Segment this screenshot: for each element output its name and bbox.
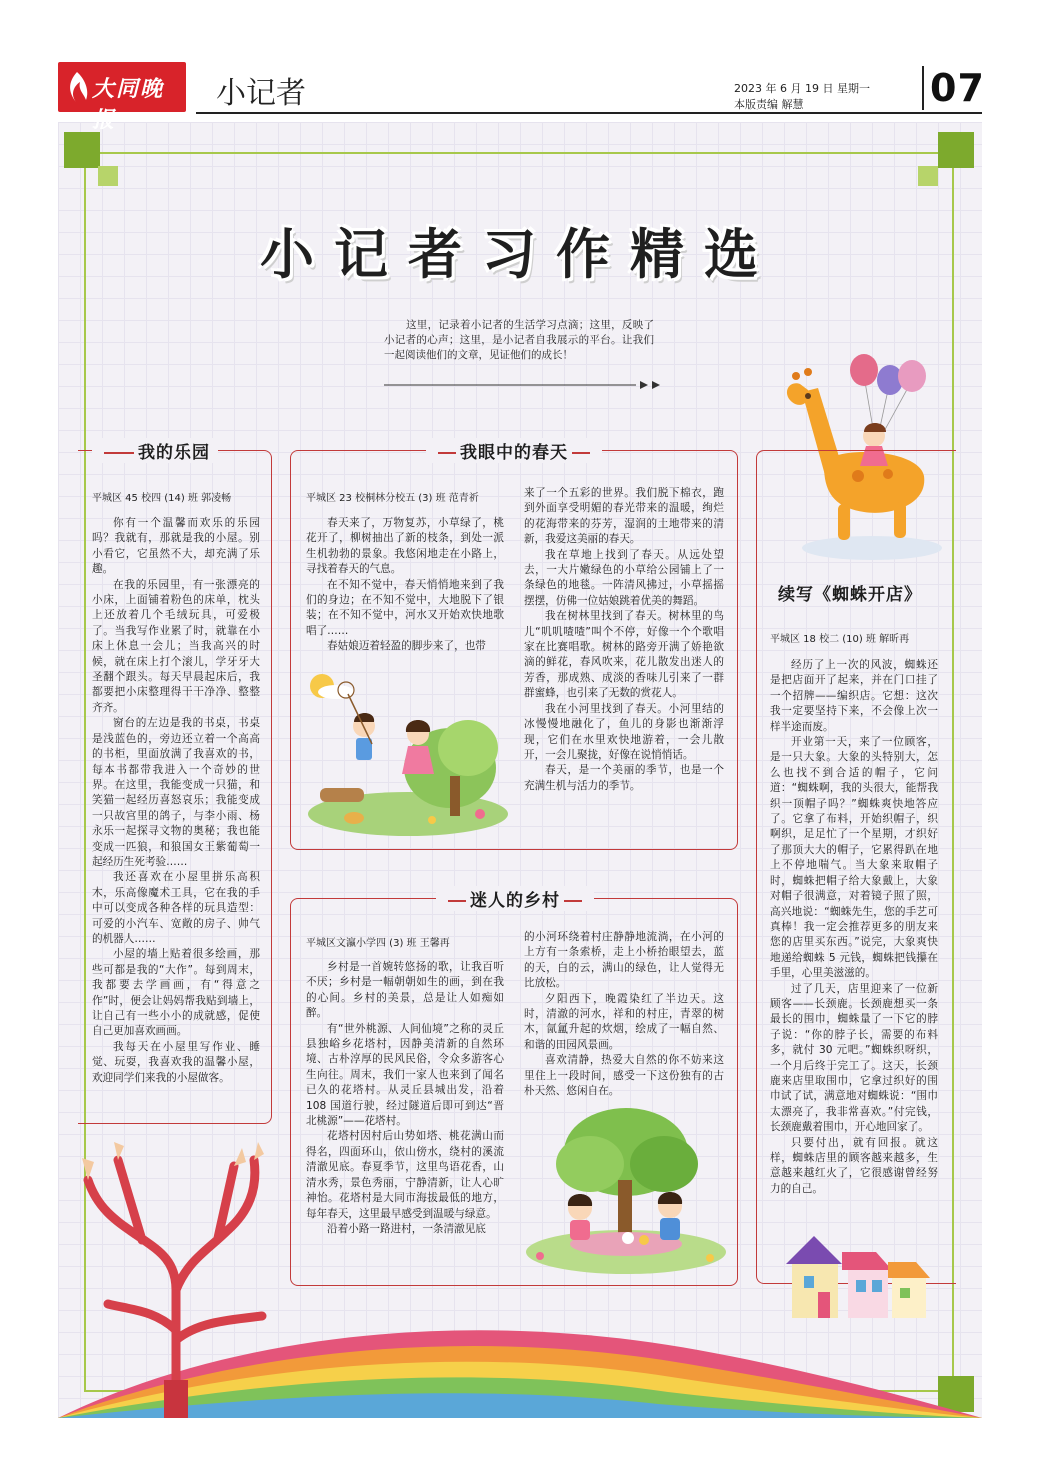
houses-illustration <box>780 1222 940 1318</box>
article-title-village <box>436 886 594 911</box>
frame-corner-tr-small <box>918 166 938 186</box>
article-byline-paradise: 平城区 45 校四 (14) 班 郭凌畅 <box>92 493 232 504</box>
spring-kids-illustration <box>300 664 510 838</box>
article-title-paradise <box>92 438 218 463</box>
article-byline-village: 平城区文瀛小学四 (3) 班 王馨再 <box>306 938 450 949</box>
frame-corner-tl-small <box>98 166 118 186</box>
paragraph: 我还喜欢在小屋里拼乐高积木，乐高像魔术工具，它在我的手中可以变成各种各样的玩具造型：可爱的小汽车、宽敞的房子、帅气的机器人…… <box>92 871 260 945</box>
article-body-spider <box>770 658 938 1197</box>
page-number: 07 <box>930 66 985 110</box>
paragraph: 只要付出，就有回报。就这样，蜘蛛店里的顾客越来越多，生意越来越红火了，它很感谢曾经努力的自己。 <box>770 1136 938 1195</box>
section-name: 小记者 <box>216 76 306 111</box>
paragraph: 窗台的左边是我的书桌，书桌是浅蓝色的，旁边还立着一个高高的书柜，里面放满了我喜欢的书，每本书都带我进入一个奇妙的世界。在这里，我能变成一只猫，和笑猫一起经历喜怒哀乐；我能变成一只故宫里的鸽子，与李小雨、杨永乐一起探寻文物的奥秘；我也能变成一匹狼，和狼国女王紫葡萄一起经历生死考验…… <box>92 717 260 868</box>
article-byline-spring: 平城区 23 校桐林分校五 (3) 班 范青祈 <box>306 493 479 504</box>
paragraph: 我在树林里找到了春天。树林里的鸟儿“叽叽喳喳”叫个不停，好像一个个歌唱家在比赛唱歌。树林的路旁开满了娇艳欲滴的鲜花，春风吹来，花儿散发出迷人的芳香，那成熟、成淡的香味儿引来了一群群蜜蜂，也引来了无数的赏花人。 <box>524 610 724 700</box>
title-dash-right <box>572 452 590 454</box>
article-title-text: 我的乐园 <box>138 443 210 463</box>
article-body-paradise <box>92 516 260 1086</box>
paragraph: 你有一个温馨而欢乐的乐园吗？我就有，那就是我的小屋。别小看它，它虽然不大，却充满了乐趣。 <box>92 517 260 576</box>
paragraph: 春姑娘迈着轻盈的脚步来了，也带 <box>327 640 486 653</box>
masthead <box>58 62 985 133</box>
paragraph: 喜欢清静，热爱大自然的你不妨来这里住上一段时间，感受一下这份独有的古朴天然、悠闲自在。 <box>524 1054 724 1098</box>
article-title-spider: 续写《蜘蛛开店》 <box>778 585 922 605</box>
article-title-text: 迷人的乡村 <box>470 891 560 911</box>
paragraph: 沿着小路一路进村，一条清澈见底 <box>327 1222 486 1235</box>
masthead-rule <box>196 112 982 114</box>
arrow-divider-icon <box>384 380 664 390</box>
paragraph: 春天来了，万物复苏，小草绿了，桃花开了，柳树抽出了新的枝条，到处一派生机勃勃的景象。我悠闲地走在小路上，寻找着春天的气息。 <box>306 517 504 576</box>
article-title-spring <box>426 438 602 463</box>
paragraph: 有“世外桃源、人间仙境”之称的灵丘县独峪乡花塔村，因静美清新的自然环境、古朴淳厚的民风民俗，令众多游客心生向往。周末，我们一家人也来到了闻名已久的花塔村。从灵丘县城出发，沿着 108 国道行驶，经过隧道后即可到达“晋北桃源”——花塔村。 <box>306 1022 504 1128</box>
pencil-tree-illustration <box>58 1140 288 1418</box>
paragraph: 小屋的墙上贴着很多绘画，那些可都是我的“大作”。每到周末，我都要去学画画，有“得意之作”时，便会让妈妈帮我贴到墙上，让自己有一些小小的成就感，促使自己更加喜欢画画。 <box>92 948 260 1038</box>
flame-icon <box>64 70 90 104</box>
paragraph: 春天，是一个美丽的季节，也是一个充满生机与活力的季节。 <box>524 764 724 792</box>
village-picnic-illustration <box>520 1106 730 1278</box>
article-body-spring-right <box>524 486 724 794</box>
title-dash-left <box>104 452 134 454</box>
paragraph: 的小河环绕着村庄静静地流淌，在小河的上方有一条索桥，走上小桥抬眼望去，蓝的天，白的云，满山的绿色，让人觉得无比放松。 <box>524 931 724 990</box>
page-title: 小记者习作精选 <box>260 223 778 286</box>
article-body-spring-left <box>306 516 504 655</box>
paragraph: 在我的乐园里，有一张漂亮的小床，上面铺着粉色的床单，枕头上还放着几个毛绒玩具，可爱极了。当我写作业累了时，就靠在小床上休息一会儿；当我高兴的时候，就在床上打个滚儿，学牙牙大圣翻个跟头。每天早晨起床后，我都要把小床整理得干干净净、整整齐齐。 <box>92 578 260 714</box>
article-byline-spider: 平城区 18 校二 (10) 班 解昕再 <box>770 634 910 645</box>
frame-corner-tr <box>938 132 974 168</box>
paragraph: 夕阳西下，晚霞染红了半边天。这时，清澈的河水，祥和的村庄，青翠的树木，氤氲升起的炊烟，绘成了一幅自然、和谐的田园风景画。 <box>524 992 724 1051</box>
title-dash-left <box>438 452 456 454</box>
title-dash-left <box>448 900 466 902</box>
frame-corner-tl <box>64 132 100 168</box>
page-editor: 本版责编 解慧 <box>734 98 804 111</box>
paragraph: 我在小河里找到了春天。小河里结的冰慢慢地融化了，鱼儿的身影也渐渐浮现，它们在水里欢快地游着，一会儿散开，一会儿聚拢，好像在说悄悄话。 <box>524 702 724 761</box>
paragraph: 我每天在小屋里写作业、睡觉、玩耍，我喜欢我的温馨小屋，欢迎同学们来我的小屋做客。 <box>92 1040 260 1084</box>
newspaper-logo <box>58 62 186 133</box>
paragraph: 过了几天，店里迎来了一位新顾客——长颈鹿。长颈鹿想买一条最长的围巾，蜘蛛量了一下它的脖子说：“你的脖子长，需要的布料多，就付 30 元吧。”蜘蛛织呀织，一个月后终于完工了。这天，长颈鹿来店里取围巾，它拿过织好的围巾试了试，满意地对蜘蛛说：“围巾太漂亮了，我非常喜欢。”付完钱，长颈鹿戴着围巾，开心地回家了。 <box>770 982 938 1134</box>
article-body-village-left <box>306 960 504 1237</box>
article-title-text: 我眼中的春天 <box>460 443 568 463</box>
intro-text: 这里，记录着小记者的生活学习点滴；这里，反映了小记者的心声；这里，是小记者自我展示的平台。让我们一起阅读他们的文章，见证他们的成长！ <box>384 319 654 361</box>
paragraph: 来了一个五彩的世界。我们脱下棉衣，跑到外面享受明媚的春光带来的温暖，绚烂的花海带来的芬芳，湿润的土地带来的清新，我爱这美丽的春天。 <box>524 487 724 546</box>
paragraph: 乡村是一首婉转悠扬的歌，让我百听不厌；乡村是一幅朝朝如生的画，到在我的心间。乡村的美景，总是让人如痴如醉。 <box>306 961 504 1020</box>
paragraph: 我在草地上找到了春天。从远处望去，一大片嫩绿色的小草给公园铺上了一条绿色的地毯。一阵清风拂过，小草摇摇摆摆，仿佛一位姑娘跳着优美的舞蹈。 <box>524 548 724 607</box>
paragraph: 开业第一天，来了一位顾客，是一只大象。大象的头特别大，怎么也找不到合适的帽子，它问道：“蜘蛛啊，我的头很大，能帮我织一顶帽子吗？”蜘蛛爽快地答应了。它拿了布料，开始织帽子，织啊织，足足忙了一个星期，才织好了那顶大大的帽子，它累得趴在地上不停地喘气。当大象来取帽子时，蜘蛛把帽子给大象戴上，大象对帽子很满意，对着镜子照了照，高兴地说：“蜘蛛先生，您的手艺可真棒！我一定会推荐更多的朋友来您的店里买东西。”说完，大象爽快地递给蜘蛛 5 元钱，蜘蛛把钱攥在手里，心里美滋滋的。 <box>770 736 938 980</box>
paragraph: 花塔村因村后山势如塔、桃花满山而得名，四面环山，依山傍水，绕村的溪流清澈见底。春夏季节，这里鸟语花香，山清水秀，景色秀丽，宁静清新，让人心旷神怡。花塔村是大同市海拔最低的地方，每年春天，这里最早感受到温暖与绿意。 <box>306 1130 504 1220</box>
title-dash-right <box>564 900 582 902</box>
issue-date: 2023 年 6 月 19 日 星期一 <box>734 82 870 95</box>
paragraph: 经历了上一次的风波，蜘蛛还是把店面开了起来，并在门口挂了一个招牌——编织店。它想：这次我一定要坚持下来，不会像上次一样半途而废。 <box>770 659 938 733</box>
paragraph: 在不知不觉中，春天悄悄地来到了我们的身边；在不知不觉中，大地脱下了银装；在不知不觉中，河水又开始欢快地歌唱了…… <box>306 578 504 637</box>
masthead-divider <box>922 66 924 110</box>
article-body-village-right <box>524 930 724 1099</box>
paper-name: 大同晚报 <box>92 76 165 133</box>
